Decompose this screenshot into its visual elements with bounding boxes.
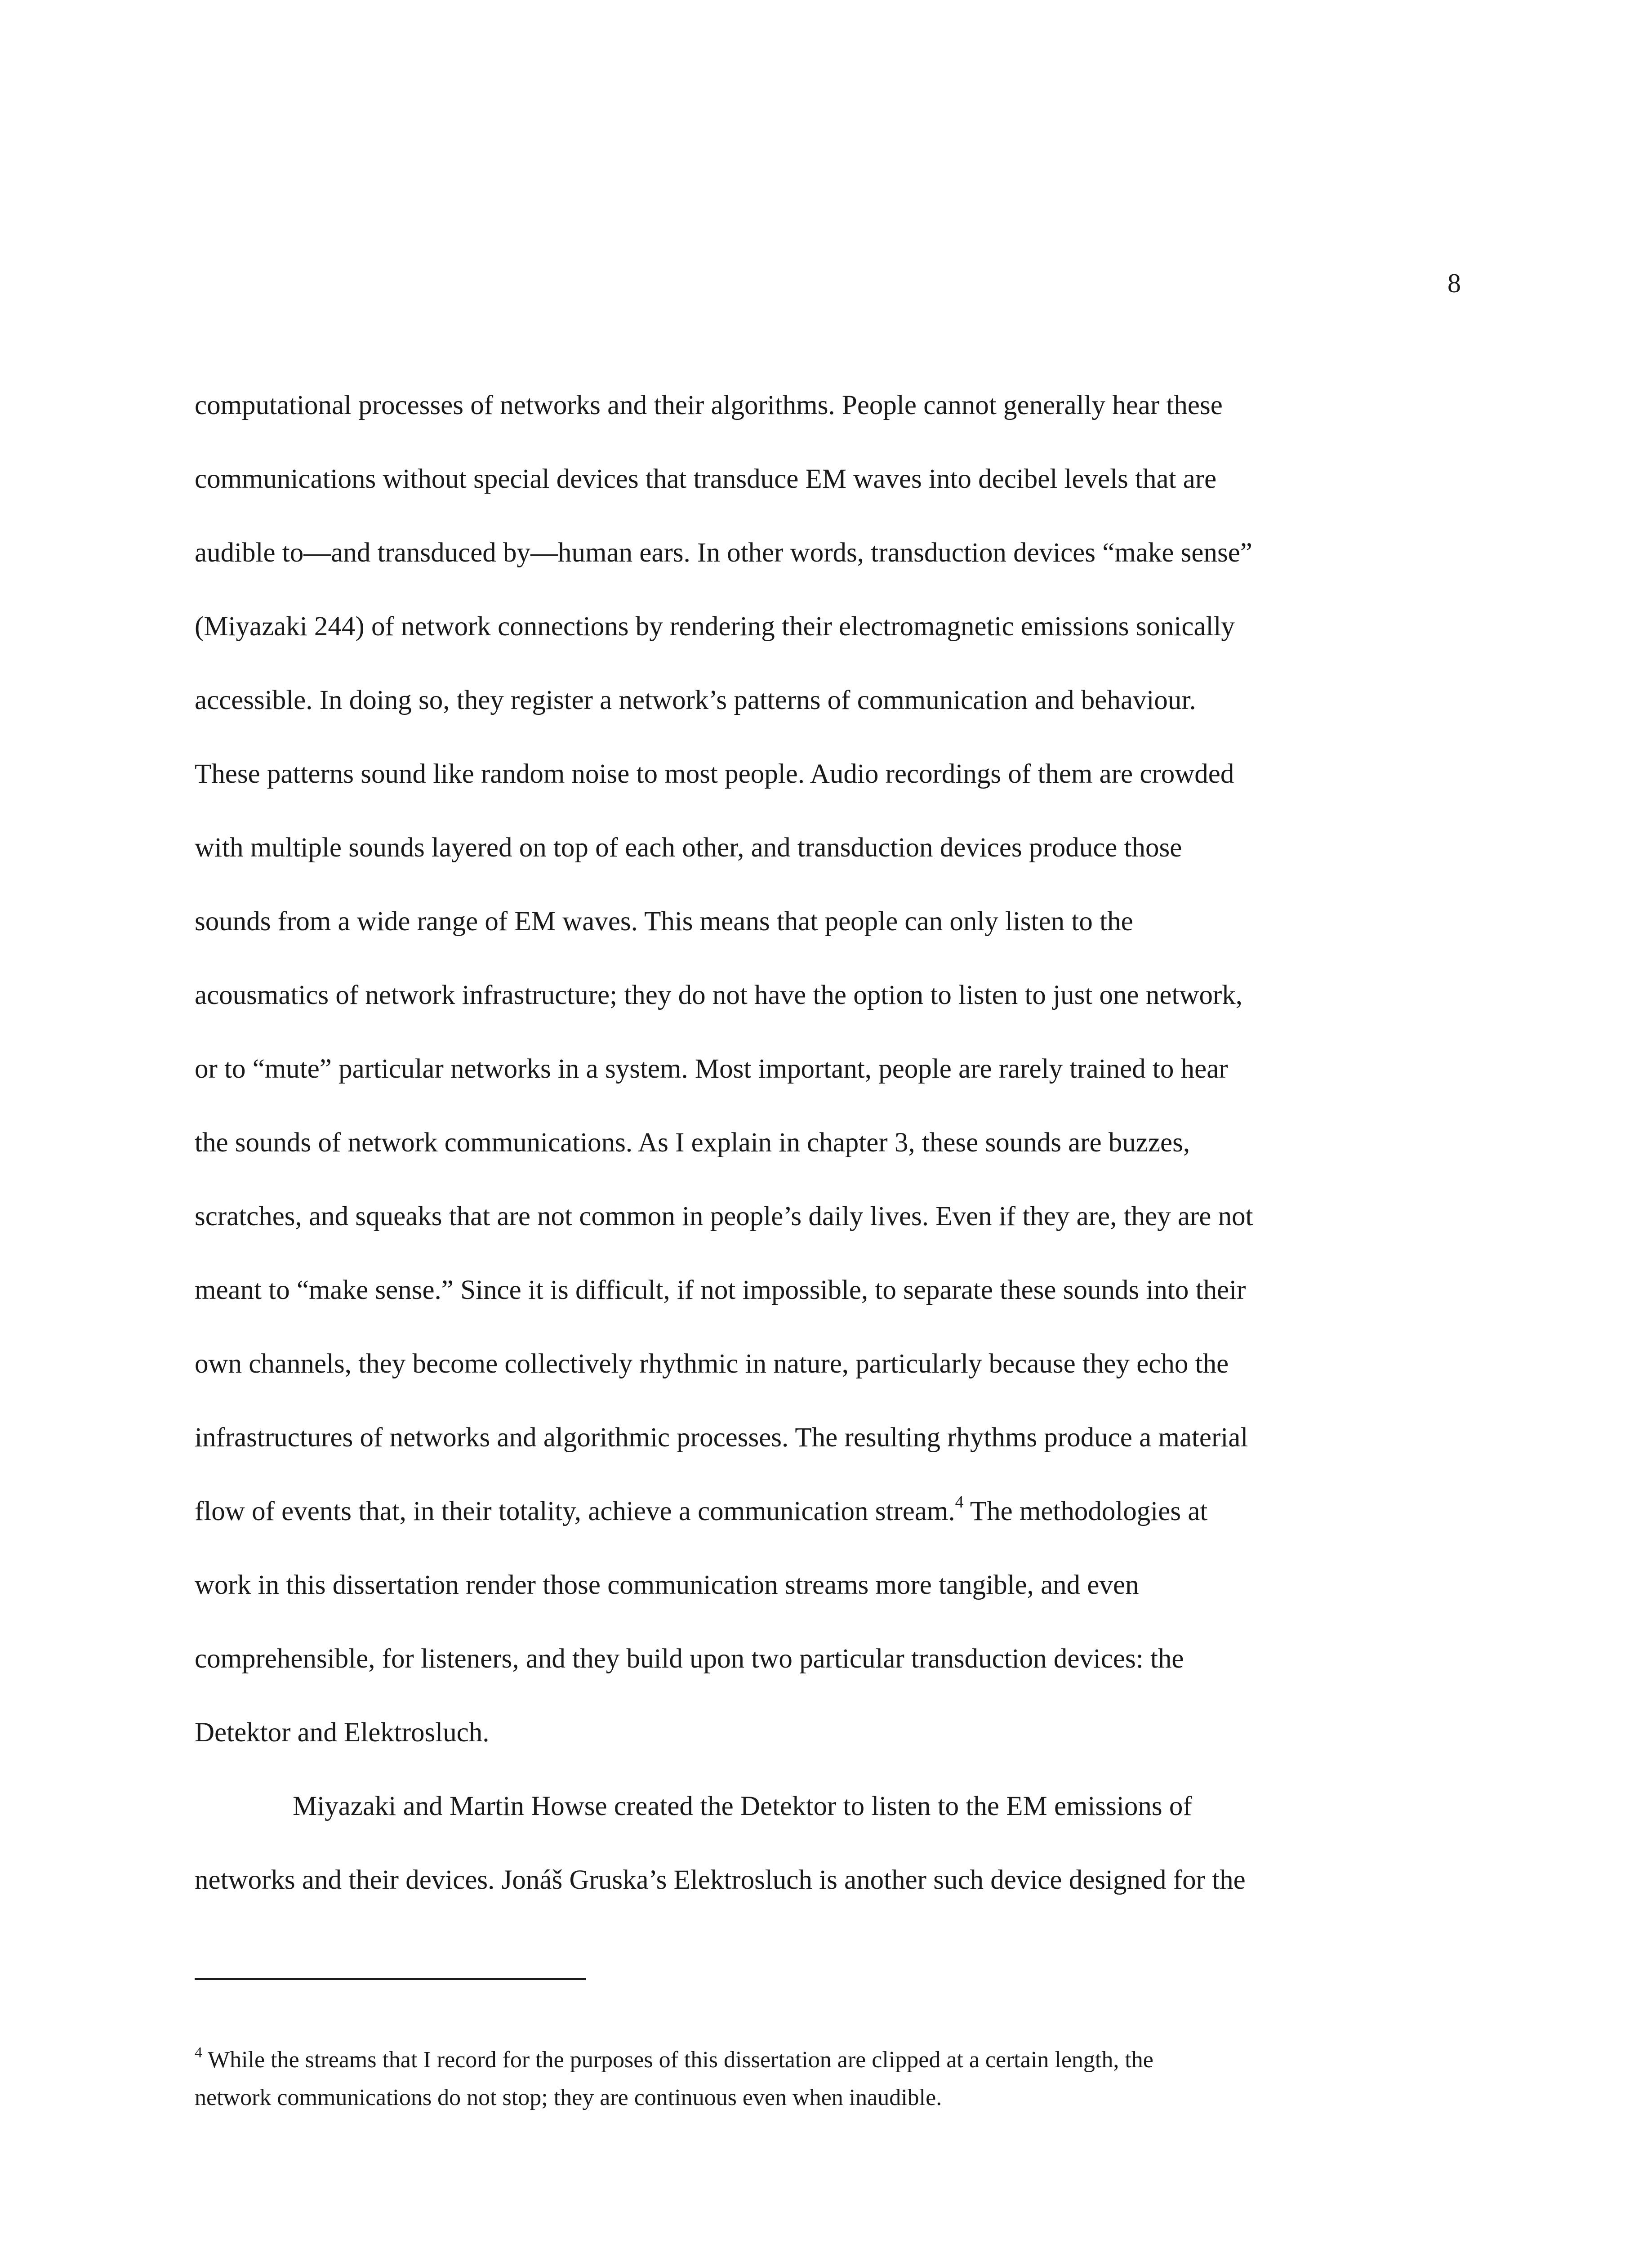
- footnote-reference[interactable]: 4: [955, 1493, 964, 1512]
- body-text: [195, 369, 1458, 1917]
- text-line: networks and their devices. Jonáš Gruska’s Elektrosluch is another such device designed for the: [195, 1865, 1246, 1895]
- text-line: communications without special devices that transduce EM waves into decibel levels that are: [195, 464, 1217, 494]
- footnote-separator: [195, 1978, 586, 1980]
- text-line: the sounds of network communications. As I explain in chapter 3, these sounds are buzzes,: [195, 1128, 1190, 1158]
- text-line: accessible. In doing so, they register a network’s patterns of communication and behaviour.: [195, 685, 1196, 715]
- footnote-4: [195, 2041, 1467, 2117]
- footnote-line: network communications do not stop; they are continuous even when inaudible.: [195, 2085, 942, 2110]
- text-segment: The methodologies at: [963, 1496, 1208, 1526]
- text-segment: flow of events that, in their totality, achieve a communication stream.: [195, 1496, 955, 1526]
- paragraph-2: [195, 1770, 1458, 1917]
- text-line: own channels, they become collectively rhythmic in nature, particularly because they echo the: [195, 1349, 1229, 1379]
- footnote-number: 4: [195, 2044, 202, 2061]
- text-line: or to “mute” particular networks in a system. Most important, people are rarely trained to hear: [195, 1054, 1228, 1084]
- text-line: acousmatics of network infrastructure; they do not have the option to listen to just one network,: [195, 980, 1243, 1010]
- text-line: Miyazaki and Martin Howse created the Detektor to listen to the EM emissions of: [293, 1791, 1192, 1821]
- text-line: infrastructures of networks and algorithmic processes. The resulting rhythms produce a material: [195, 1423, 1248, 1453]
- paragraph-1: [195, 369, 1458, 1770]
- text-line: meant to “make sense.” Since it is difficult, if not impossible, to separate these sounds into their: [195, 1275, 1246, 1305]
- text-line: comprehensible, for listeners, and they build upon two particular transduction devices: the: [195, 1644, 1184, 1674]
- text-line: scratches, and squeaks that are not common in people’s daily lives. Even if they are, they are not: [195, 1201, 1253, 1231]
- text-line: These patterns sound like random noise to most people. Audio recordings of them are crowded: [195, 759, 1234, 789]
- text-line: Detektor and Elektrosluch.: [195, 1717, 490, 1748]
- text-line-with-footnote: [195, 1475, 1458, 1548]
- text-line: work in this dissertation render those communication streams more tangible, and even: [195, 1570, 1139, 1600]
- footnote-text: While the streams that I record for the purposes of this dissertation are clipped at a certain length, the: [202, 2047, 1153, 2073]
- footnote-line: [195, 2041, 1467, 2079]
- text-line: (Miyazaki 244) of network connections by rendering their electromagnetic emissions sonically: [195, 611, 1235, 642]
- text-line: sounds from a wide range of EM waves. This means that people can only listen to the: [195, 906, 1133, 937]
- text-line: computational processes of networks and their algorithms. People cannot generally hear these: [195, 390, 1223, 420]
- text-line: with multiple sounds layered on top of each other, and transduction devices produce those: [195, 833, 1182, 863]
- text-line: audible to—and transduced by—human ears. In other words, transduction devices “make sense”: [195, 538, 1252, 568]
- page-number: 8: [1447, 268, 1461, 298]
